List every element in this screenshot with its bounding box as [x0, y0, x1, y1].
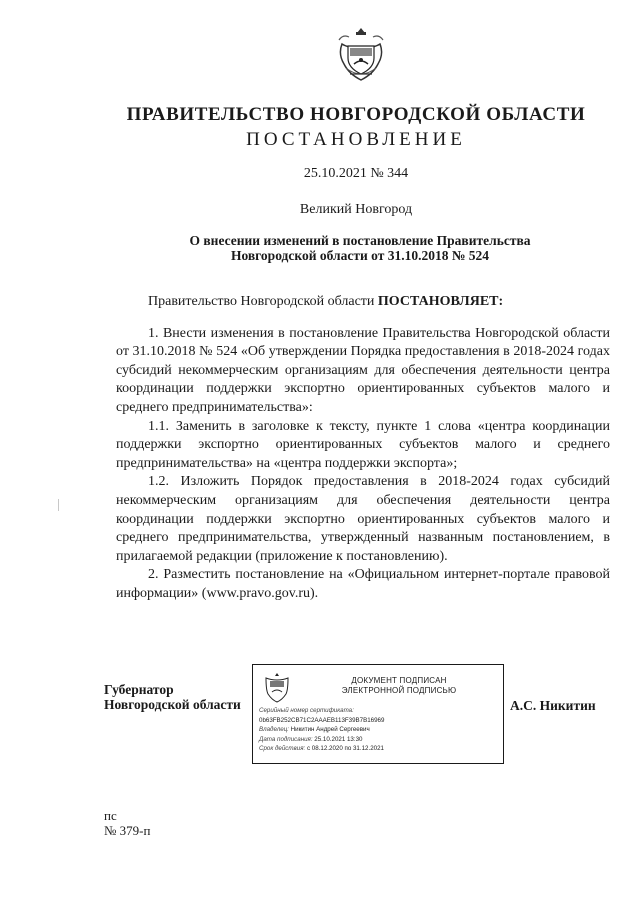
document-subject	[150, 233, 570, 263]
document-type: ПОСТАНОВЛЕНИЕ	[246, 129, 466, 150]
lead-text: Правительство Новгородской области	[148, 294, 378, 309]
serial-label: Серийный номер сертификата:	[259, 707, 354, 714]
stamp-serial-label	[259, 706, 499, 716]
footer-code-line-1: пс	[104, 808, 117, 823]
stamp-signed-date	[259, 735, 499, 745]
signed-value: 25.10.2021 13:30	[314, 735, 363, 743]
stamp-serial-value: 0b63FB252CB71C2AAAEB113F39B7B16969	[259, 716, 385, 724]
signer-position-line-2: Новгородской области	[104, 697, 241, 712]
stamp-title-line-2: ЭЛЕКТРОННОЙ ПОДПИСЬЮ	[341, 686, 457, 695]
resolution-lead	[116, 293, 610, 312]
electronic-signature-stamp	[252, 664, 504, 764]
signer-name: А.С. Никитин	[510, 698, 596, 713]
owner-label: Владелец:	[259, 726, 289, 734]
document-footer-code	[104, 808, 150, 838]
stamp-validity	[259, 744, 499, 754]
coat-of-arms-icon	[336, 26, 386, 84]
subject-line-1: О внесении изменений в постановление Правительства	[189, 233, 531, 248]
owner-value: Никитин Андрей Сергеевич	[290, 726, 370, 734]
document-date-number: 25.10.2021 № 344	[303, 166, 409, 181]
paragraph-1-2: 1.2. Изложить Порядок предоставления в 2018-2024 годах субсидий некоммерческим организациям для обеспечения деятельности центра координации поддержки экспортно ориентированных субъектов малого и среднего предпринимательства, утвержденный названным постановлением, в прилагаемой редакции (приложение к постановлению).	[116, 474, 610, 564]
footer-code-line-2: № 379-п	[104, 823, 151, 838]
margin-mark	[58, 499, 59, 511]
paragraph-2: 2. Разместить постановление на «Официальном интернет-портале правовой информации» (www.pravo.gov.ru).	[116, 567, 610, 601]
signer-position-line-1: Губернатор	[104, 682, 174, 697]
document-city: Великий Новгород	[299, 202, 413, 217]
valid-value: с 08.12.2020 по 31.12.2021	[306, 745, 384, 753]
paragraph-1: 1. Внести изменения в постановление Правительства Новгородской области от 31.10.2018 № 524 «Об утверждении Порядка предоставления в 2018-2024 годах субсидий некоммерческим организациям для обеспечения деятельности центра координации поддержки экспортно ориентированных субъектов малого и среднего предпринимательства»:	[116, 325, 610, 415]
subject-line-2: Новгородской области от 31.10.2018 № 524	[230, 248, 490, 263]
signed-label: Дата подписания:	[259, 735, 313, 743]
lead-keyword: ПОСТАНОВЛЯЕТ:	[377, 294, 504, 309]
stamp-details	[259, 706, 499, 754]
valid-label: Срок действия:	[259, 745, 306, 753]
stamp-emblem-icon	[262, 672, 292, 704]
stamp-title-line-1: ДОКУМЕНТ ПОДПИСАН	[351, 676, 447, 685]
paragraph-1-1: 1.1. Заменить в заголовке к тексту, пункте 1 слова «центра координации поддержки экспортно ориентированных субъектов малого и среднего предпринимательства» на «центра поддержки экспорта»;	[116, 418, 610, 471]
signer-position	[104, 682, 241, 712]
stamp-owner	[259, 725, 499, 735]
document-body	[116, 293, 610, 604]
stamp-title	[301, 676, 497, 696]
government-title: ПРАВИТЕЛЬСТВО НОВГОРОДСКОЙ ОБЛАСТИ	[126, 104, 586, 125]
